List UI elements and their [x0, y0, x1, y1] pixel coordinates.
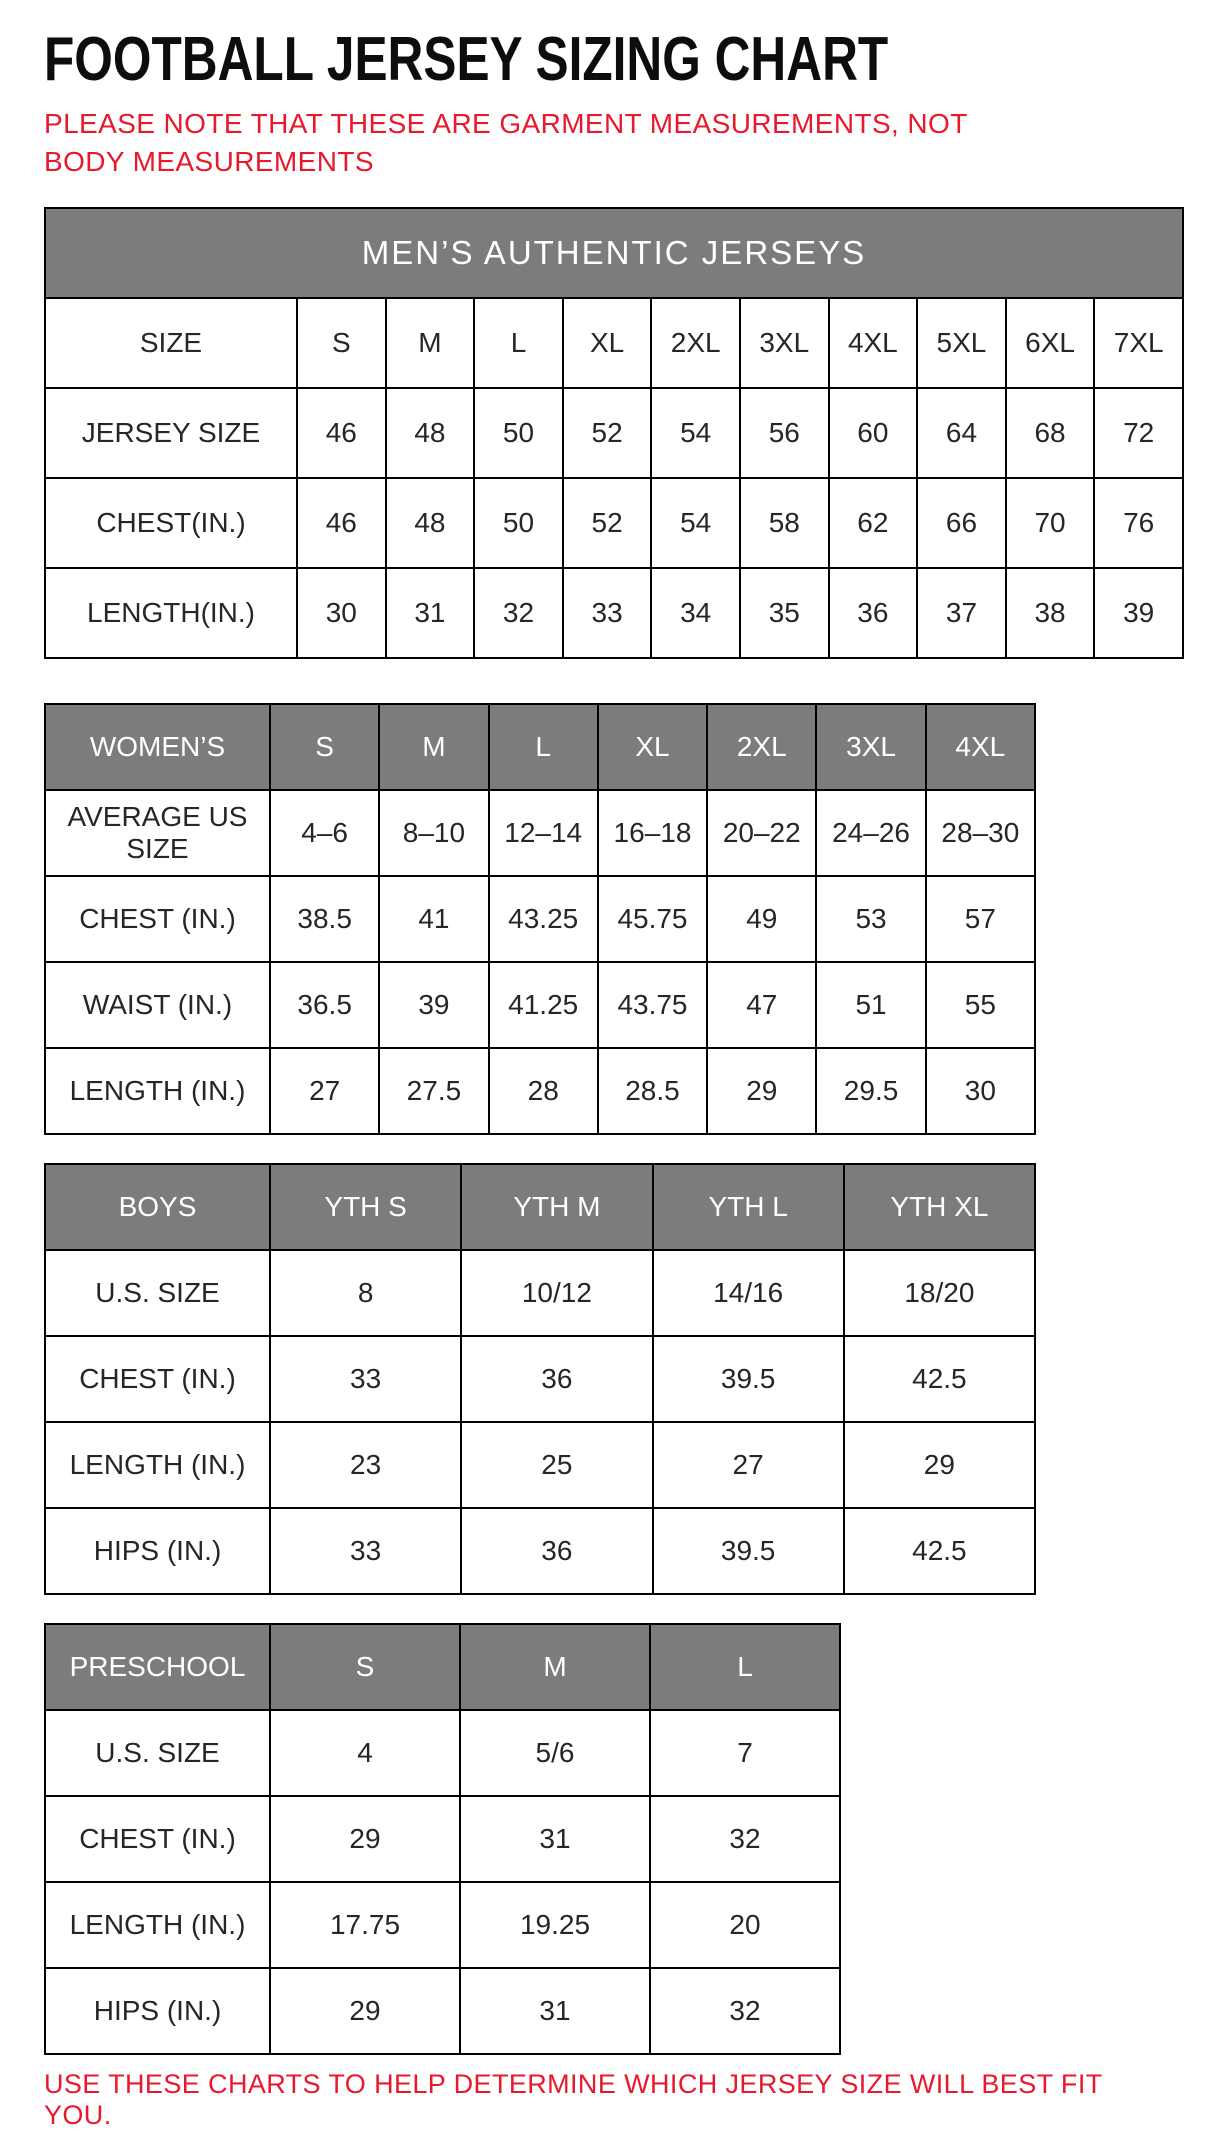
- value-cell: 49: [707, 876, 816, 962]
- mens-authentic-jerseys-table: [44, 207, 1184, 659]
- value-cell: 36: [829, 568, 918, 658]
- table-row: [45, 478, 1183, 568]
- value-cell: 72: [1094, 388, 1183, 478]
- value-cell: 36: [461, 1336, 652, 1422]
- row-label-cell: U.S. SIZE: [45, 1250, 270, 1336]
- table-row: [45, 876, 1035, 962]
- size-header-cell: L: [489, 704, 598, 790]
- value-cell: 60: [829, 388, 918, 478]
- footer-note: USE THESE CHARTS TO HELP DETERMINE WHICH JERSEY SIZE WILL BEST FIT YOU.: [44, 2068, 1103, 2130]
- table-row: [45, 1968, 840, 2054]
- value-cell: 31: [386, 568, 475, 658]
- size-header-cell: 5XL: [917, 298, 1006, 388]
- value-cell: 70: [1006, 478, 1095, 568]
- row-label-cell: U.S. SIZE: [45, 1710, 270, 1796]
- value-cell: 23: [270, 1422, 461, 1508]
- value-cell: 27: [653, 1422, 844, 1508]
- size-header-cell: YTH M: [461, 1164, 652, 1250]
- table-row: [45, 1336, 1035, 1422]
- value-cell: 48: [386, 388, 475, 478]
- value-cell: 42.5: [844, 1336, 1035, 1422]
- row-label-cell: LENGTH(IN.): [45, 568, 297, 658]
- size-header-cell: L: [650, 1624, 840, 1710]
- value-cell: 36: [461, 1508, 652, 1594]
- value-cell: 32: [650, 1968, 840, 2054]
- value-cell: 53: [816, 876, 925, 962]
- value-cell: 27: [270, 1048, 379, 1134]
- size-header-cell: YTH L: [653, 1164, 844, 1250]
- value-cell: 28.5: [598, 1048, 707, 1134]
- value-cell: 10/12: [461, 1250, 652, 1336]
- value-cell: 39: [379, 962, 488, 1048]
- value-cell: 8–10: [379, 790, 488, 876]
- value-cell: 14/16: [653, 1250, 844, 1336]
- value-cell: 20–22: [707, 790, 816, 876]
- value-cell: 27.5: [379, 1048, 488, 1134]
- value-cell: 29: [707, 1048, 816, 1134]
- size-header-cell: 3XL: [816, 704, 925, 790]
- size-header-cell: M: [379, 704, 488, 790]
- table-row: [45, 1508, 1035, 1594]
- table-row: [45, 1882, 840, 1968]
- value-cell: 33: [270, 1336, 461, 1422]
- value-cell: 20: [650, 1882, 840, 1968]
- value-cell: 32: [650, 1796, 840, 1882]
- value-cell: 8: [270, 1250, 461, 1336]
- value-cell: 64: [917, 388, 1006, 478]
- value-cell: 41.25: [489, 962, 598, 1048]
- value-cell: 62: [829, 478, 918, 568]
- value-cell: 31: [460, 1968, 650, 2054]
- row-label-header: WOMEN’S: [45, 704, 270, 790]
- value-cell: 46: [297, 388, 386, 478]
- size-header-cell: S: [297, 298, 386, 388]
- table-row: [45, 388, 1183, 478]
- value-cell: 19.25: [460, 1882, 650, 1968]
- size-header-cell: YTH S: [270, 1164, 461, 1250]
- row-label-cell: CHEST (IN.): [45, 876, 270, 962]
- value-cell: 38: [1006, 568, 1095, 658]
- value-cell: 4: [270, 1710, 460, 1796]
- table-banner: MEN’S AUTHENTIC JERSEYS: [45, 208, 1183, 298]
- size-header-cell: 4XL: [926, 704, 1035, 790]
- table-row: [45, 962, 1035, 1048]
- value-cell: 30: [926, 1048, 1035, 1134]
- table-row: [45, 1710, 840, 1796]
- row-label-header: SIZE: [45, 298, 297, 388]
- value-cell: 29: [844, 1422, 1035, 1508]
- value-cell: 57: [926, 876, 1035, 962]
- value-cell: 76: [1094, 478, 1183, 568]
- value-cell: 48: [386, 478, 475, 568]
- value-cell: 35: [740, 568, 829, 658]
- size-header-cell: 2XL: [651, 298, 740, 388]
- value-cell: 50: [474, 388, 563, 478]
- row-label-cell: AVERAGE US SIZE: [45, 790, 270, 876]
- value-cell: 55: [926, 962, 1035, 1048]
- value-cell: 37: [917, 568, 1006, 658]
- size-header-cell: XL: [563, 298, 652, 388]
- row-label-header: PRESCHOOL: [45, 1624, 270, 1710]
- value-cell: 17.75: [270, 1882, 460, 1968]
- size-header-cell: XL: [598, 704, 707, 790]
- table-row: [45, 1422, 1035, 1508]
- value-cell: 45.75: [598, 876, 707, 962]
- value-cell: 39.5: [653, 1508, 844, 1594]
- value-cell: 33: [270, 1508, 461, 1594]
- value-cell: 29: [270, 1796, 460, 1882]
- value-cell: 50: [474, 478, 563, 568]
- row-label-cell: LENGTH (IN.): [45, 1048, 270, 1134]
- row-label-cell: CHEST (IN.): [45, 1796, 270, 1882]
- size-header-cell: 6XL: [1006, 298, 1095, 388]
- size-header-cell: L: [474, 298, 563, 388]
- table-row: [45, 1796, 840, 1882]
- value-cell: 5/6: [460, 1710, 650, 1796]
- value-cell: 43.75: [598, 962, 707, 1048]
- preschool-sizing-table: [44, 1623, 841, 2055]
- value-cell: 38.5: [270, 876, 379, 962]
- value-cell: 52: [563, 388, 652, 478]
- value-cell: 34: [651, 568, 740, 658]
- boys-sizing-table: [44, 1163, 1036, 1595]
- value-cell: 58: [740, 478, 829, 568]
- row-label-cell: CHEST (IN.): [45, 1336, 270, 1422]
- value-cell: 18/20: [844, 1250, 1035, 1336]
- value-cell: 29.5: [816, 1048, 925, 1134]
- size-header-cell: 2XL: [707, 704, 816, 790]
- size-header-cell: 4XL: [829, 298, 918, 388]
- value-cell: 16–18: [598, 790, 707, 876]
- size-header-cell: S: [270, 1624, 460, 1710]
- value-cell: 54: [651, 478, 740, 568]
- value-cell: 66: [917, 478, 1006, 568]
- value-cell: 36.5: [270, 962, 379, 1048]
- value-cell: 12–14: [489, 790, 598, 876]
- value-cell: 33: [563, 568, 652, 658]
- value-cell: 39: [1094, 568, 1183, 658]
- value-cell: 32: [474, 568, 563, 658]
- garment-measurement-note: PLEASE NOTE THAT THESE ARE GARMENT MEASUREMENTS, NOT BODY MEASUREMENTS: [44, 108, 968, 177]
- row-label-cell: HIPS (IN.): [45, 1968, 270, 2054]
- value-cell: 68: [1006, 388, 1095, 478]
- value-cell: 56: [740, 388, 829, 478]
- row-label-cell: HIPS (IN.): [45, 1508, 270, 1594]
- value-cell: 24–26: [816, 790, 925, 876]
- row-label-cell: LENGTH (IN.): [45, 1422, 270, 1508]
- table-row: [45, 790, 1035, 876]
- value-cell: 7: [650, 1710, 840, 1796]
- table-row: [45, 568, 1183, 658]
- size-header-cell: M: [460, 1624, 650, 1710]
- page-title: FOOTBALL JERSEY SIZING CHART: [44, 25, 889, 94]
- table-row: [45, 1250, 1035, 1336]
- row-label-cell: JERSEY SIZE: [45, 388, 297, 478]
- womens-sizing-table: [44, 703, 1036, 1135]
- size-header-cell: S: [270, 704, 379, 790]
- value-cell: 31: [460, 1796, 650, 1882]
- value-cell: 42.5: [844, 1508, 1035, 1594]
- row-label-cell: LENGTH (IN.): [45, 1882, 270, 1968]
- value-cell: 54: [651, 388, 740, 478]
- value-cell: 52: [563, 478, 652, 568]
- row-label-header: BOYS: [45, 1164, 270, 1250]
- table-row: [45, 1048, 1035, 1134]
- value-cell: 29: [270, 1968, 460, 2054]
- value-cell: 4–6: [270, 790, 379, 876]
- size-header-cell: 7XL: [1094, 298, 1183, 388]
- value-cell: 28: [489, 1048, 598, 1134]
- value-cell: 46: [297, 478, 386, 568]
- value-cell: 28–30: [926, 790, 1035, 876]
- value-cell: 41: [379, 876, 488, 962]
- size-header-cell: YTH XL: [844, 1164, 1035, 1250]
- value-cell: 51: [816, 962, 925, 1048]
- row-label-cell: CHEST(IN.): [45, 478, 297, 568]
- value-cell: 43.25: [489, 876, 598, 962]
- value-cell: 30: [297, 568, 386, 658]
- value-cell: 25: [461, 1422, 652, 1508]
- row-label-cell: WAIST (IN.): [45, 962, 270, 1048]
- value-cell: 39.5: [653, 1336, 844, 1422]
- value-cell: 47: [707, 962, 816, 1048]
- size-header-cell: 3XL: [740, 298, 829, 388]
- size-header-cell: M: [386, 298, 475, 388]
